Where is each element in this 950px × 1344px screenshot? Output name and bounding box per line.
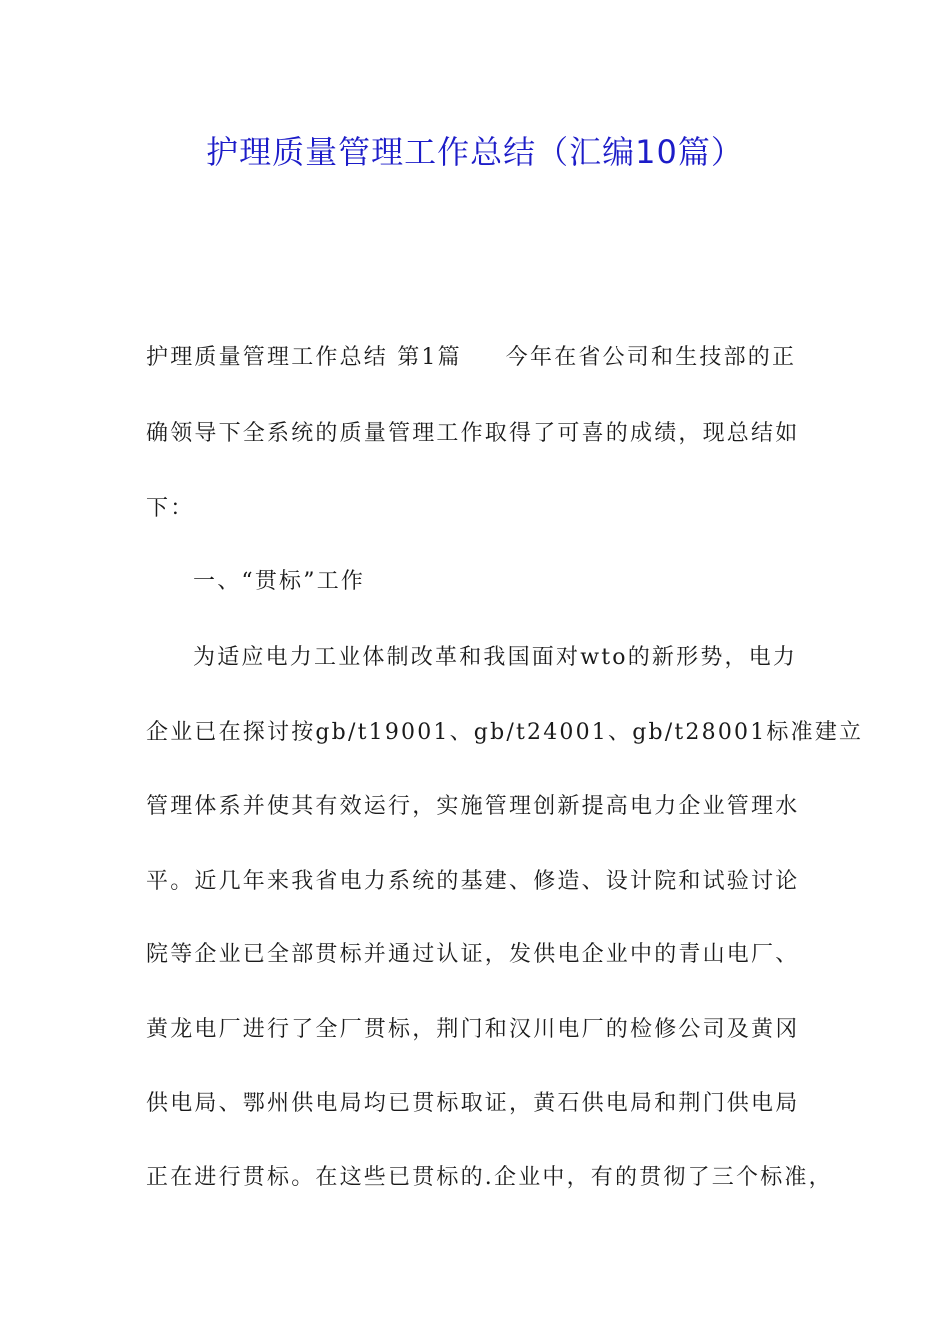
- subheading-line: 一、“贯标”工作: [193, 569, 366, 594]
- body-line-5: 为适应电力工业体制改革和我国面对wto的新形势，电力: [193, 645, 798, 670]
- body-line-3: 下：: [146, 496, 195, 521]
- body-line-8: 平。近几年来我省电力系统的基建、修造、设计院和试验讨论: [146, 869, 800, 894]
- body-line-1: [146, 338, 796, 378]
- document-title: 护理质量管理工作总结（汇编10篇）: [206, 133, 744, 171]
- section-heading: 护理质量管理工作总结 第1篇: [146, 345, 462, 370]
- body-line-12: 正在进行贯标。在这些已贯标的.企业中，有的贯彻了三个标准，: [146, 1165, 833, 1190]
- body-line-7: 管理体系并使其有效运行，实施管理创新提高电力企业管理水: [146, 794, 800, 819]
- body-line-2: 确领导下全系统的质量管理工作取得了可喜的成绩，现总结如: [146, 421, 800, 446]
- body-text: 今年在省公司和生技部的正: [505, 345, 797, 370]
- body-line-6: 企业已在探讨按gb/t19001、gb/t24001、gb/t28001标准建立: [146, 720, 864, 745]
- body-line-10: 黄龙电厂进行了全厂贯标，荆门和汉川电厂的检修公司及黄冈: [146, 1017, 800, 1042]
- body-line-9: 院等企业已全部贯标并通过认证，发供电企业中的青山电厂、: [146, 942, 800, 967]
- body-line-11: 供电局、鄂州供电局均已贯标取证，黄石供电局和荆门供电局: [146, 1091, 800, 1116]
